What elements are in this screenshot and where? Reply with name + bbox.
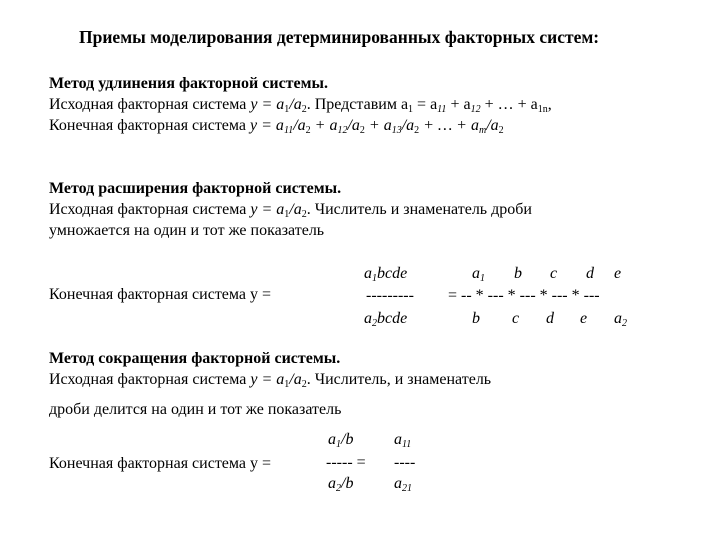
subscript: 1 xyxy=(284,379,290,390)
subscript: 1 xyxy=(480,273,485,284)
formula-part: + … + a xyxy=(419,117,479,134)
formula-part: /a xyxy=(289,371,302,388)
subscript: 11 xyxy=(437,104,447,115)
product-term: d xyxy=(546,310,554,327)
subscript: 11 xyxy=(283,125,294,136)
fraction-bar: --------- xyxy=(366,287,414,304)
formula-part: + … + a xyxy=(480,96,538,113)
formula-part: bcde xyxy=(377,310,408,327)
section-3-heading: Метод сокращения факторной системы. xyxy=(49,350,341,367)
product-term xyxy=(614,311,627,327)
label: Исходная факторная система xyxy=(49,96,247,113)
product-term: c xyxy=(550,265,558,282)
fraction-2-numerator xyxy=(394,432,411,448)
section-1-heading: Метод удлинения факторной системы. xyxy=(49,75,329,92)
formula-part: a xyxy=(614,310,622,327)
product-term xyxy=(472,266,485,282)
formula-part: /a xyxy=(293,117,306,134)
section-3-initial-system xyxy=(49,372,491,388)
fraction-numerator xyxy=(364,266,407,282)
subscript: 13 xyxy=(391,125,402,136)
product-term: c xyxy=(512,310,520,327)
subscript: 2 xyxy=(301,104,307,115)
product-term: b xyxy=(514,265,522,282)
subscript: 1 xyxy=(336,439,341,450)
subscript: 2 xyxy=(414,125,420,136)
subscript: 1 xyxy=(284,209,290,220)
formula-part: bcde xyxy=(377,265,408,282)
formula-part: /a xyxy=(289,96,302,113)
subscript: 21 xyxy=(402,483,412,494)
page-title: Приемы моделирования детерминированных факторных систем: xyxy=(79,27,600,47)
fraction-1-denominator xyxy=(328,476,353,492)
formula-part: /b xyxy=(341,475,354,492)
formula-part: + a xyxy=(446,96,471,113)
formula-part: /a xyxy=(486,117,499,134)
formula-part: a xyxy=(328,475,336,492)
subscript: 2 xyxy=(622,318,627,329)
subscript: 1 xyxy=(284,104,290,115)
fraction-1-bar: ----- = xyxy=(326,454,366,471)
subscript: 1 xyxy=(372,273,377,284)
subscript: 2 xyxy=(359,125,365,136)
subscript: 2 xyxy=(336,483,341,494)
formula-part: /a xyxy=(347,117,360,134)
product-bars: = -- * --- * --- * --- * --- xyxy=(448,287,600,304)
formula-part: a xyxy=(328,431,336,448)
formula-part: a xyxy=(364,310,372,327)
formula-part: y = a xyxy=(250,117,284,134)
section-2-final-label: Конечная факторная система y = xyxy=(49,286,272,303)
subscript: 1n xyxy=(537,104,548,115)
section-2-line-2: умножается на один и тот же показатель xyxy=(49,222,325,239)
section-2-initial-system xyxy=(49,202,532,218)
formula-part: a xyxy=(394,431,402,448)
formula-part: /b xyxy=(341,431,354,448)
formula-part: = a xyxy=(413,96,438,113)
formula-part: . Представим a xyxy=(306,96,409,113)
formula-part: a xyxy=(364,265,372,282)
section-2-heading: Метод расширения факторной системы. xyxy=(49,180,342,197)
subscript: m xyxy=(478,125,487,136)
formula-part: y = a xyxy=(250,201,285,218)
product-term: e xyxy=(580,310,588,327)
label: Исходная факторная система xyxy=(49,201,247,218)
formula-part: . Числитель, и знаменатель xyxy=(306,371,492,388)
product-term: e xyxy=(614,265,622,282)
subscript: 11 xyxy=(402,439,412,450)
fraction-denominator xyxy=(364,311,407,327)
formula-part: + a xyxy=(364,117,392,134)
subscript: 2 xyxy=(498,125,504,136)
formula-part: . Числитель и знаменатель дроби xyxy=(306,201,532,218)
formula-part: a xyxy=(472,265,480,282)
section-3-line-2: дроби делится на один и тот же показатель xyxy=(49,401,342,418)
fraction-2-bar: ---- xyxy=(394,454,416,471)
product-term: b xyxy=(472,310,480,327)
formula-part: , xyxy=(547,96,552,113)
formula-part: y = a xyxy=(250,371,285,388)
formula-part: /a xyxy=(401,117,415,134)
section-1-initial-system xyxy=(49,97,552,113)
fraction-2-denominator xyxy=(394,476,412,492)
section-3-final-label: Конечная факторная система y = xyxy=(49,455,272,472)
subscript: 2 xyxy=(301,379,307,390)
subscript: 2 xyxy=(305,125,311,136)
product-term: d xyxy=(586,265,594,282)
subscript: 12 xyxy=(470,104,481,115)
subscript: 12 xyxy=(337,125,348,136)
subscript: 1 xyxy=(408,104,414,115)
subscript: 2 xyxy=(301,209,307,220)
label: Исходная факторная система xyxy=(49,371,247,388)
formula-y: y = a xyxy=(250,96,285,113)
formula-part: /a xyxy=(289,201,302,218)
fraction-1-numerator xyxy=(328,432,353,448)
subscript: 2 xyxy=(372,318,377,329)
section-1-final-system xyxy=(49,118,504,134)
formula-part: + a xyxy=(310,117,338,134)
formula-part: a xyxy=(394,475,402,492)
label: Конечная факторная система xyxy=(49,117,247,134)
